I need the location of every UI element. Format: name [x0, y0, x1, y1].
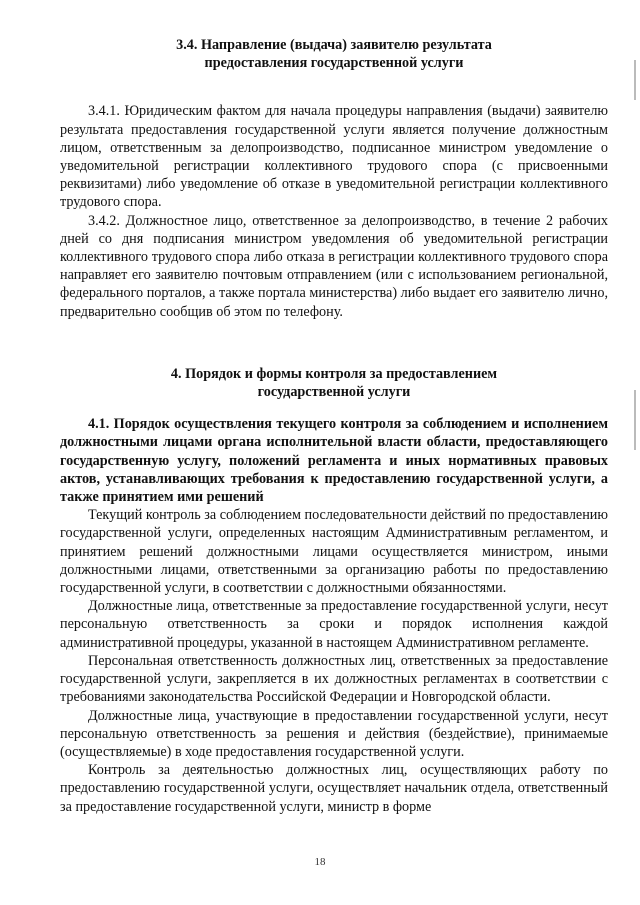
heading-line: 4. Порядок и формы контроля за предоставлением — [170, 365, 498, 382]
heading-line: предоставления государственной услуги — [204, 55, 464, 72]
scan-edge-mark — [634, 390, 636, 450]
paragraph-3-4-1: 3.4.1. Юридическим фактом для начала процедуры направления (выдачи) заявителю результата предоставления государственной услуги является получение должностным лицом, ответственным за делопроизводство, подписанное министром уведомление о уведомительной регистрации коллективного трудового спора (с присвоенными реквизитами) либо уведомление об отказе в уведомительной регистрации коллективного трудового спора. — [60, 103, 608, 211]
paragraph-personal-responsibility: Персональная ответственность должностных лиц, ответственных за предоставление государственной услуги, закрепляется в их должностных регламентах в соответствии с требованиями законодательства Российской Федерации и Новгородской области. — [60, 652, 608, 706]
paragraph-participants-responsibility: Должностные лица, участвующие в предоставлении государственной услуги, несут персональную ответственность за решения и действия (бездействие), принимаемые (осуществляемые) в ходе предоставления государственной услуги. — [60, 707, 608, 760]
heading-line: 3.4. Направление (выдача) заявителю результата — [176, 37, 492, 53]
subsection-4-1-title: 4.1. Порядок осуществления текущего контроля за соблюдением и исполнением должностными лицами органа исполнительной власти области, предоставляющего государственную услугу, положений регламента и иных нормативных правовых актов, устанавливающих требования к предоставлению государственной услуги, а также принятием ими решений — [60, 416, 608, 506]
page-number: 18 — [314, 856, 326, 868]
heading-line: государственной услуги — [257, 384, 411, 401]
paragraph-control-activity: Контроль за деятельностью должностных лиц, осуществляющих работу по предоставлению государственной услуги, осуществляет начальник отдела, ответственный за предоставление государственной услуги, министр в форме — [60, 762, 608, 815]
paragraph-current-control: Текущий контроль за соблюдением последовательности действий по предоставлению государственной услуги, определенных настоящим Административным регламентом, и принятием решений должностными лицами осуществляется министром, иными должностными лицами, ответственными за организацию работы по предоставлению государственной услуги, в соответствии с должностными обязанностями. — [60, 507, 608, 597]
paragraph-officials-responsibility: Должностные лица, ответственные за предоставление государственной услуги, несут персональную ответственность за сроки и порядок исполнения каждой административной процедуры, указанной в настоящем Административном регламенте. — [60, 598, 608, 651]
paragraph-3-4-2: 3.4.2. Должностное лицо, ответственное за делопроизводство, в течение 2 рабочих дней со дня подписания министром уведомления об уведомительной регистрации коллективного трудового спора либо отказа в регистрации коллективного трудового спора направляет его заявителю почтовым отправлением (или с использованием региональной, федерального порталов, а также портала министерства) либо выдает его заявителю лично, предварительно сообщив об этом по телефону. — [60, 212, 608, 320]
document-page — [60, 36, 608, 816]
section-4-heading — [60, 365, 608, 401]
section-3-4-heading — [60, 36, 608, 72]
scan-edge-mark — [634, 60, 636, 100]
